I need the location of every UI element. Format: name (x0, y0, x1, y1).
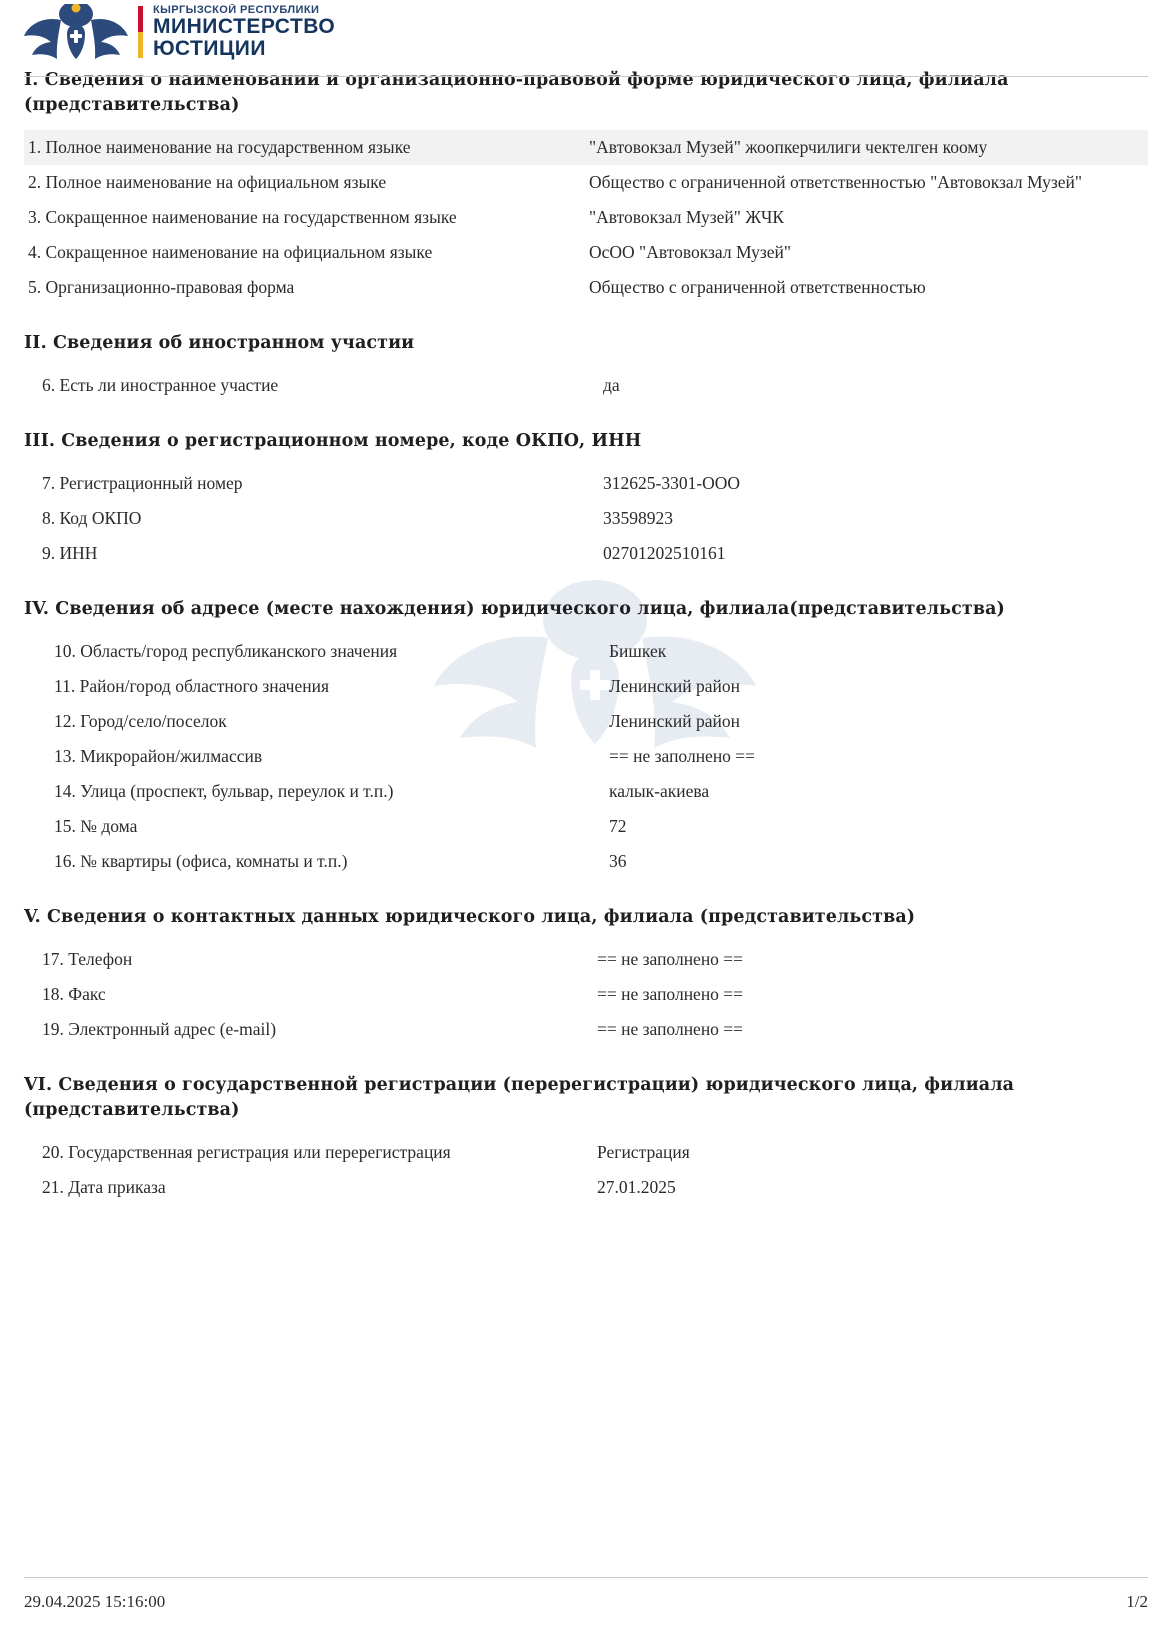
table-row (24, 669, 1148, 704)
section-5-title: V. Сведения о контактных данных юридического лица, филиала (представительства) (24, 907, 916, 927)
field-label: 3. Сокращенное наименование на государственном языке (28, 207, 457, 227)
field-value: ОсОО "Автовокзал Музей" (589, 242, 792, 262)
field-value: Ленинский район (609, 676, 740, 696)
field-label: 15. № дома (54, 816, 138, 836)
section-6-table (24, 1135, 1148, 1205)
document-header (24, 0, 1148, 68)
table-row (24, 739, 1148, 774)
section-4-title: IV. Сведения об адресе (месте нахождения) юридического лица, филиала(представительства) (24, 599, 1005, 619)
field-value: 312625-3301-ООО (603, 473, 741, 493)
field-label: 16. № квартиры (офиса, комнаты и т.п.) (54, 851, 348, 871)
field-value: Общество с ограниченной ответственностью "Автовокзал Музей" (589, 172, 1083, 192)
table-row (24, 200, 1148, 235)
ministry-name-line2: ЮСТИЦИИ (153, 37, 266, 60)
table-row (24, 942, 1148, 977)
table-row (24, 130, 1148, 165)
field-value: Бишкек (609, 641, 667, 661)
footer-page-number: 1/2 (1126, 1592, 1148, 1611)
field-value: 02701202510161 (603, 543, 726, 563)
document-footer (24, 1577, 1148, 1612)
field-label: 10. Область/город республиканского значения (54, 641, 398, 661)
ministry-country-line: КЫРГЫЗСКОЙ РЕСПУБЛИКИ (153, 4, 320, 16)
field-value: "Автовокзал Музей" ЖЧК (589, 207, 785, 227)
table-row (24, 704, 1148, 739)
field-label: 13. Микрорайон/жилмассив (54, 746, 263, 766)
field-value: Общество с ограниченной ответственностью (589, 277, 926, 297)
logo-divider (138, 6, 143, 58)
field-label: 12. Город/село/поселок (54, 711, 227, 731)
field-value: 72 (609, 816, 627, 836)
footer-divider (24, 1577, 1148, 1578)
table-row (24, 1135, 1148, 1170)
header-divider (24, 76, 1148, 77)
table-row (24, 536, 1148, 571)
field-label: 2. Полное наименование на официальном языке (28, 172, 387, 192)
field-value: Регистрация (597, 1142, 690, 1162)
table-row (24, 466, 1148, 501)
field-label: 14. Улица (проспект, бульвар, переулок и т.п.) (54, 781, 394, 801)
field-label: 7. Регистрационный номер (42, 473, 243, 493)
section-6-title: VI. Сведения о государственной регистрации (перерегистрации) юридического лица, филиала (представительства) (24, 1075, 1015, 1120)
field-value: 33598923 (603, 508, 673, 528)
field-label: 20. Государственная регистрация или перерегистрация (42, 1142, 451, 1162)
field-label: 21. Дата приказа (42, 1177, 166, 1197)
field-label: 17. Телефон (42, 949, 133, 969)
section-3-table (24, 466, 1148, 571)
ministry-logo (24, 4, 1148, 62)
table-row (24, 1170, 1148, 1205)
field-label: 8. Код ОКПО (42, 508, 142, 528)
field-value: 36 (609, 851, 627, 871)
field-value: == не заполнено == (609, 746, 756, 766)
field-label: 4. Сокращенное наименование на официальном языке (28, 242, 433, 262)
field-value: калык-акиева (609, 781, 710, 801)
section-3-title: III. Сведения о регистрационном номере, коде ОКПО, ИНН (24, 431, 642, 451)
section-5-table (24, 942, 1148, 1047)
table-row (24, 165, 1148, 200)
table-row (24, 844, 1148, 879)
section-1-table (24, 130, 1148, 305)
section-4-table (24, 634, 1148, 879)
section-2-table (24, 368, 1148, 403)
field-label: 6. Есть ли иностранное участие (42, 375, 279, 395)
table-row (24, 774, 1148, 809)
field-label: 5. Организационно-правовая форма (28, 277, 295, 297)
field-value: Ленинский район (609, 711, 740, 731)
field-label: 1. Полное наименование на государственном языке (24, 130, 583, 165)
ministry-title (153, 4, 335, 60)
table-row (24, 235, 1148, 270)
field-label: 9. ИНН (42, 543, 98, 563)
field-label: 11. Район/город областного значения (54, 676, 330, 696)
table-row (24, 1012, 1148, 1047)
field-value: "Автовокзал Музей" жоопкерчилиги чектелген коому (583, 130, 1148, 165)
table-row (24, 809, 1148, 844)
ministry-name-line1: МИНИСТЕРСТВО (153, 15, 336, 38)
section-1-title: I. Сведения о наименовании и организационно-правовой форме юридического лица, филиала (представительства) (24, 70, 1009, 115)
section-2-title: II. Сведения об иностранном участии (24, 333, 415, 353)
table-row (24, 270, 1148, 305)
coat-of-arms-icon (24, 4, 128, 62)
table-row (24, 501, 1148, 536)
table-row (24, 368, 1148, 403)
field-value: да (603, 375, 620, 395)
field-value: == не заполнено == (597, 949, 744, 969)
field-value: == не заполнено == (597, 1019, 744, 1039)
field-label: 19. Электронный адрес (e-mail) (42, 1019, 277, 1039)
field-label: 18. Факс (42, 984, 106, 1004)
footer-timestamp: 29.04.2025 15:16:00 (24, 1592, 166, 1611)
table-row (24, 977, 1148, 1012)
field-value: 27.01.2025 (597, 1177, 676, 1197)
field-value: == не заполнено == (597, 984, 744, 1004)
table-row (24, 634, 1148, 669)
